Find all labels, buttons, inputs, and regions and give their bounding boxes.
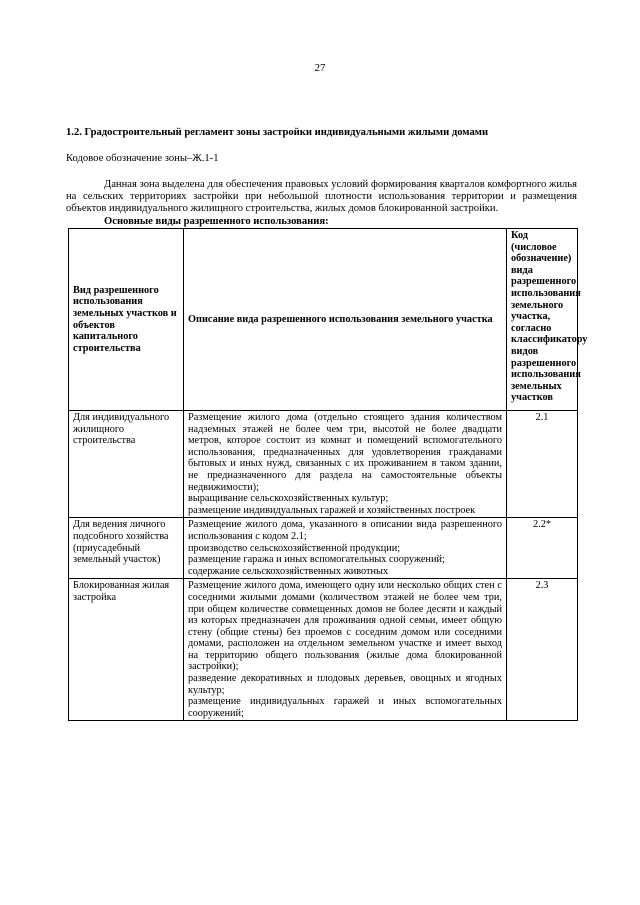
description-line: выращивание сельскохозяйственных культур; xyxy=(188,493,389,505)
description-line: производство сельскохозяйственной продукции; xyxy=(188,542,401,554)
section-title: 1.2. Градостроительный регламент зоны застройки индивидуальными жилыми домами xyxy=(66,127,489,138)
row-code: 2.2* xyxy=(507,518,578,579)
row-kind: Для индивидуального жилищного строительства xyxy=(69,411,184,518)
permitted-uses-table xyxy=(68,228,588,721)
row-code: 2.3 xyxy=(507,579,578,721)
intro-paragraph: Данная зона выделена для обеспечения правовых условий формирования кварталов комфортного жилья на сельских территориях застройки при небольшой плотности использования территории и размещения объектов индивидуального жилищного строительства, жилых домов блокированной застройки. xyxy=(66,179,577,215)
row-code: 2.1 xyxy=(507,411,578,518)
description-line: разведение декоративных и плодовых деревьев, овощных и ягодных культур; xyxy=(188,673,502,696)
page-number: 27 xyxy=(314,62,326,74)
description-line: Размещение жилого дома (отдельно стоящего здания количеством надземных этажей не более чем три, высотой не более двадцати метров, которое состоит из комнат и помещений вспомогательного использования, предназначенных для удовлетворения гражданами бытовых и иных нужд, связанных с их проживанием в таком здании, не предназначенного для раздела на самостоятельные объекты недвижимости); xyxy=(188,412,502,493)
header-description: Описание вида разрешенного использования земельного участка xyxy=(184,229,507,411)
row-description xyxy=(184,518,507,579)
row-description xyxy=(184,411,507,518)
table-header-row xyxy=(69,229,578,411)
description-line: содержание сельскохозяйственных животных xyxy=(188,565,389,577)
description-line: Размещение жилого дома, имеющего одну или несколько общих стен с соседними жилыми домами (количеством этажей не более чем три, при общем количестве совмещенных домов не более десяти и каждый из которых предназначен для проживания одной семьи, имеет общую стену (общие стены) без проемов с соседним домом или соседними домами, расположен на отдельном земельном участке и имеет выход на территорию общего пользования (жилые дома блокированной застройки); xyxy=(188,580,502,673)
description-line: Размещение жилого дома, указанного в описании вида разрешенного использования с кодом 2.1; xyxy=(188,519,502,542)
description-line: размещение индивидуальных гаражей и хозяйственных построек xyxy=(188,504,476,516)
description-line: размещение гаража и иных вспомогательных сооружений; xyxy=(188,554,445,566)
table-caption: Основные виды разрешенного использования: xyxy=(104,216,329,227)
zone-code: Кодовое обозначение зоны–Ж.1-1 xyxy=(66,153,219,164)
table-row xyxy=(69,579,578,721)
header-code: Код (числовое обозначение) вида разрешенного использования земельного участка, согласно классификатору видов разрешенного использования земельных участков xyxy=(507,229,578,411)
row-description xyxy=(184,579,507,721)
table-row xyxy=(69,518,578,579)
header-kind: Вид разрешенного использования земельных участков и объектов капитального строительства xyxy=(69,229,184,411)
row-kind: Для ведения личного подсобного хозяйства (приусадебный земельный участок) xyxy=(69,518,184,579)
row-kind: Блокированная жилая застройка xyxy=(69,579,184,721)
table-row xyxy=(69,411,578,518)
description-line: размещение индивидуальных гаражей и иных вспомогательных сооружений; xyxy=(188,696,502,719)
